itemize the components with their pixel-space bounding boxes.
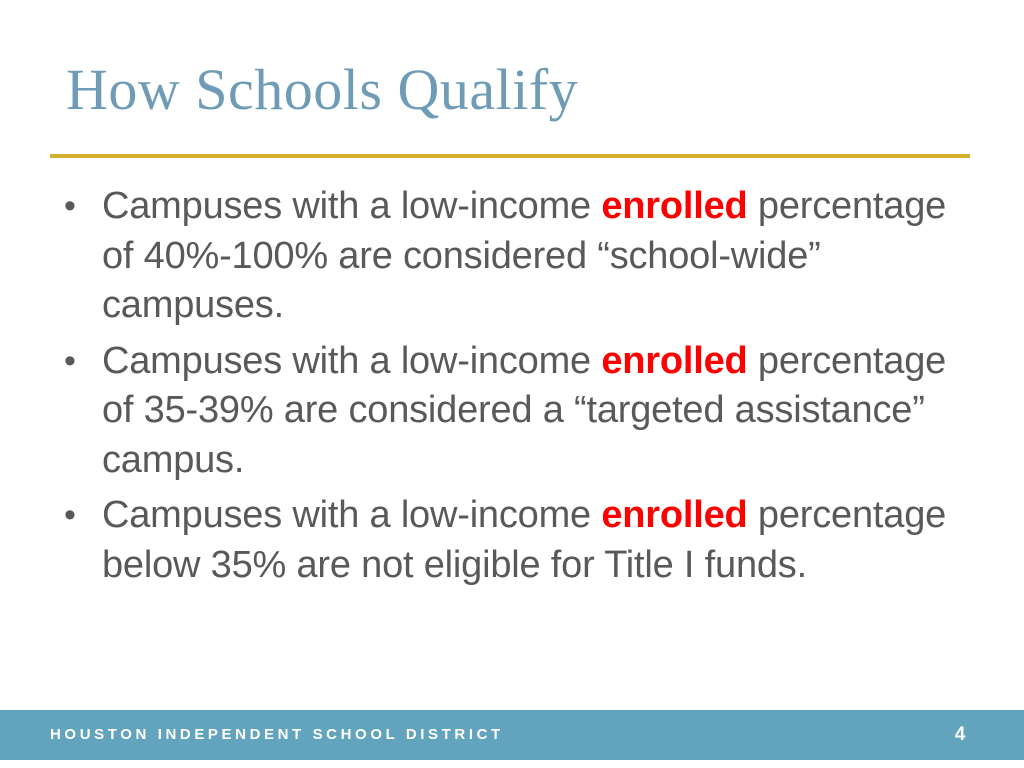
list-item: [56, 491, 968, 590]
page-title: How Schools Qualify: [66, 57, 579, 122]
title-divider-rule: [50, 154, 970, 158]
footer-bar: [0, 710, 1024, 760]
text-run: Campuses with a low-income: [102, 494, 602, 536]
bullet-list: [56, 182, 968, 596]
title-block: [0, 58, 1024, 138]
bullet-point-icon: •: [64, 496, 76, 534]
footer-page-number: 4: [954, 724, 966, 745]
footer-organization-label: HOUSTON INDEPENDENT SCHOOL DISTRICT: [50, 726, 504, 743]
text-run: percentage of 35-39% are considered a “targeted assistance” campus.: [102, 339, 947, 481]
text-run: Campuses with a low-income: [102, 339, 602, 382]
bullet-point-icon: •: [64, 187, 76, 225]
list-item: [56, 337, 968, 486]
highlighted-term: enrolled: [601, 185, 748, 227]
bullet-point-icon: •: [64, 341, 76, 380]
text-run: percentage below 35% are not eligible for Title I funds.: [102, 494, 947, 586]
list-item-text: [102, 182, 968, 331]
text-run: Campuses with a low-income: [102, 185, 602, 227]
list-item: [56, 182, 968, 331]
text-run: percentage of 40%-100% are considered “school-wide” campuses.: [102, 185, 947, 326]
list-item-text: [102, 337, 968, 486]
highlighted-term: enrolled: [601, 494, 748, 536]
highlighted-term: enrolled: [601, 339, 748, 382]
list-item-text: [102, 491, 968, 590]
